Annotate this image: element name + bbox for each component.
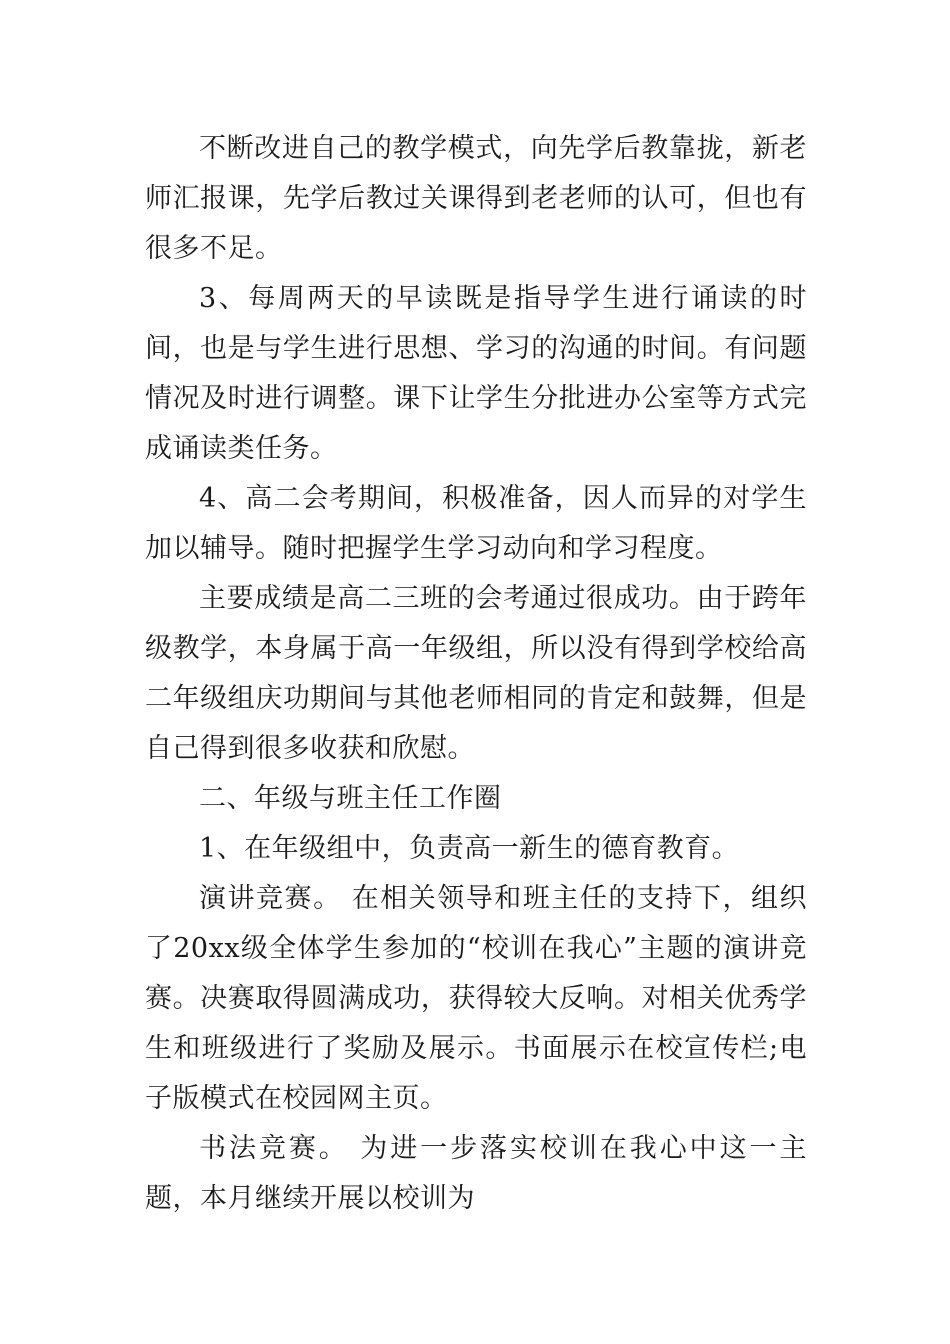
paragraph: 4、高二会考期间，积极准备，因人而异的对学生加以辅导。随时把握学生学习动向和学习程度。	[145, 483, 807, 564]
paragraph: 不断改进自己的教学模式，向先学后教靠拢，新老师汇报课，先学后教过关课得到老老师的认可，但也有很多不足。	[145, 133, 807, 264]
paragraph: 1、在年级组中，负责高一新生的德育教育。	[199, 833, 740, 864]
section-heading: 二、年级与班主任工作圈	[199, 783, 502, 814]
paragraph: 主要成绩是高二三班的会考通过很成功。由于跨年级教学，本身属于高一年级组，所以没有得到学校给高二年级组庆功期间与其他老师相同的肯定和鼓舞，但是自己得到很多收获和欣慰。	[145, 583, 807, 764]
paragraph: 书法竞赛。 为进一步落实校训在我心中这一主题，本月继续开展以校训为	[145, 1133, 807, 1214]
document-body	[145, 124, 807, 1224]
paragraph: 3、每周两天的早读既是指导学生进行诵读的时间，也是与学生进行思想、学习的沟通的时间。有问题情况及时进行调整。课下让学生分批进办公室等方式完成诵读类任务。	[145, 283, 807, 464]
paragraph: 演讲竞赛。 在相关领导和班主任的支持下，组织了20xx级全体学生参加的“校训在我心”主题的演讲竞赛。决赛取得圆满成功，获得较大反响。对相关优秀学生和班级进行了奖励及展示。书面展示在校宣传栏;电子版模式在校园网主页。	[145, 883, 807, 1114]
